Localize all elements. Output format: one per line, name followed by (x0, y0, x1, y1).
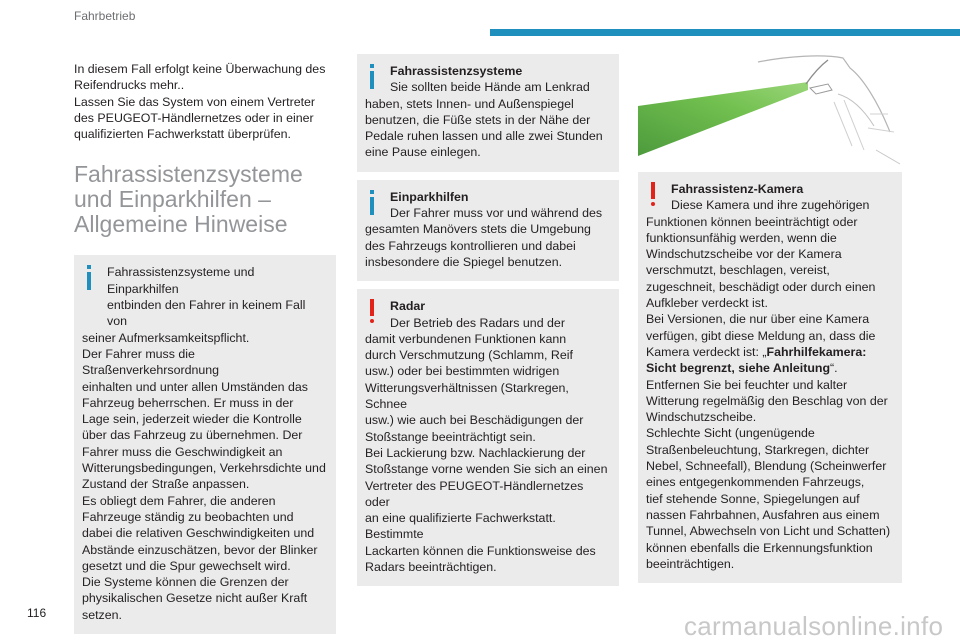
box-line: haben, stets Innen- und Außenspiegel (365, 96, 574, 111)
intro-line: In diesem Fall erfolgt keine Überwachung des (74, 62, 326, 76)
box-line: insbesondere die Spiegel benutzen. (365, 254, 563, 269)
intro-line: Reifendrucks mehr.. (74, 78, 185, 93)
header-accent-bar (490, 29, 960, 36)
message-bold-2: Sicht begrenzt, siehe Anleitung (646, 361, 831, 376)
info-line: physikalischen Gesetze nicht außer Kraft (82, 591, 308, 606)
warning-box-radar (357, 289, 619, 586)
info-line: über das Fahrzeug zu übernehmen. Der (82, 428, 303, 443)
box-line: eines entgegenkommenden Fahrzeugs, (646, 475, 865, 490)
box-line: Witterungsverhältnissen (Starkregen, Schnee (365, 380, 569, 412)
info-line: dabei die relativen Geschwindigkeiten und (82, 526, 315, 541)
box-line: Tunnel, Abwechseln von Licht und Schatten) (646, 524, 891, 539)
info-line: Fahrzeug beherrschen. Er muss in der (82, 395, 294, 410)
info-line: Abstände einzuschätzen, bevor der Blinker (82, 542, 318, 557)
box-line: Bei Versionen, die nur über eine Kamera (646, 312, 870, 327)
warning-icon (648, 182, 658, 208)
message-prefix: Kamera verdeckt ist: „ (646, 344, 767, 359)
box-line: benutzen, die Füße stets in der Nähe der (365, 112, 591, 127)
info-line: Der Fahrer muss die Straßenverkehrsordnung (82, 346, 220, 378)
box-line: usw.) wie auch bei Beschädigungen der (365, 413, 584, 428)
box-line: Funktionen können beeinträchtigt oder (646, 214, 858, 229)
box-line: zugeschneit, beschädigt oder durch einen (646, 279, 876, 294)
info-box-parking (357, 180, 619, 281)
box-line: eine Pause einlegen. (365, 145, 481, 160)
info-box-assist (357, 54, 619, 172)
box-line: beeinträchtigen. (646, 556, 735, 571)
column-3 (638, 54, 902, 591)
column-2 (357, 54, 619, 594)
box-line: Radars beeinträchtigen. (365, 560, 497, 575)
box-line: Bei Lackierung bzw. Nachlackierung der (365, 445, 586, 460)
section-title-line: Fahrassistenzsysteme (74, 161, 303, 188)
info-line: setzen. (82, 607, 122, 622)
info-line: Fahrer muss die Geschwindigkeit an (82, 444, 283, 459)
info-icon (367, 190, 377, 216)
message-line (646, 344, 894, 360)
box-line: Lackarten können die Funktionsweise des (365, 543, 596, 558)
box-line: Schlechte Sicht (ungenügende (646, 426, 815, 441)
box-line: an eine qualifizierte Fachwerkstatt. Bestimmte (365, 511, 556, 542)
info-line: Es obliegt dem Fahrer, die anderen (82, 493, 276, 508)
box-line: Windschutzscheibe vor der Kamera (646, 247, 842, 262)
info-line: Zustand der Straße anpassen. (82, 477, 250, 492)
box-line: Vertreter des PEUGEOT-Händlernetzes oder (365, 478, 584, 509)
box-line: Straßenbeleuchtung, Starkregen, dichter (646, 442, 870, 457)
info-icon (367, 64, 377, 90)
warning-box-camera (638, 172, 902, 583)
message-suffix: “. (830, 361, 838, 376)
box-line: usw.) oder bei bestimmten widrigen (365, 364, 560, 379)
box-line: damit verbundenen Funktionen kann (365, 331, 567, 346)
box-line: Stoßstange vorne wenden Sie sich an einen (365, 462, 608, 477)
box-line: Sie sollten beide Hände am Lenkrad (390, 80, 590, 95)
info-line: Die Systeme können die Grenzen der (82, 575, 289, 590)
box-line: verschmutzt, beschlagen, vereist, (646, 263, 830, 278)
info-line: Lage sein, jederzeit wieder die Kontrolle (82, 412, 302, 427)
intro-line: des PEUGEOT-Händlernetzes oder in einer (74, 110, 314, 125)
section-title (74, 162, 336, 237)
intro-paragraph (74, 61, 336, 142)
info-line: Fahrzeuge ständig zu beobachten und (82, 509, 294, 524)
box-line: durch Verschmutzung (Schlamm, Reif (365, 348, 573, 363)
info-box-general (74, 255, 336, 634)
box-line: funktionsunfähig werden, wenn die (646, 230, 837, 245)
info-line: seiner Aufmerksamkeitspflicht. (82, 330, 250, 345)
box-line: des Fahrzeugs kontrollieren und dabei (365, 238, 576, 253)
box-line: tief stehende Sonne, Spiegelungen auf (646, 491, 860, 506)
message-bold-1: Fahrhilfekamera: (766, 344, 867, 359)
box-title: Fahrassistenz-Kamera (671, 182, 804, 196)
box-line: nassen Fahrbahnen, Ausfahren aus einem (646, 507, 880, 522)
box-line: Der Fahrer muss vor und während des (390, 206, 603, 221)
box-line: verfügen, gibt diese Meldung an, dass die (646, 328, 876, 343)
camera-housing (810, 84, 832, 94)
box-line: Entfernen Sie bei feuchter und kalter (646, 377, 848, 392)
box-line: Stoßstange beeinträchtigt sein. (365, 429, 536, 444)
box-title: Fahrassistenzsysteme (390, 64, 523, 78)
intro-line: qualifizierten Fachwerkstatt überprüfen. (74, 127, 291, 142)
box-line: Aufkleber verdeckt ist. (646, 296, 768, 311)
info-line: Fahrassistenzsysteme und Einparkhilfen (107, 265, 255, 296)
column-1 (74, 61, 336, 642)
watermark: carmanualsonline.info (684, 611, 944, 641)
intro-line: Lassen Sie das System von einem Vertreter (74, 94, 316, 109)
box-line: Nebel, Schneefall), Blendung (Scheinwerfer (646, 459, 887, 474)
box-line: Windschutzscheibe. (646, 410, 757, 425)
info-line: Witterungsbedingungen, Verkehrsdichte und (82, 461, 326, 476)
box-line: können ebenfalls die Erkennungsfunktion (646, 540, 873, 555)
camera-detection-beam (638, 82, 808, 156)
warning-icon (367, 299, 377, 325)
box-line: Der Betrieb des Radars und der (390, 315, 565, 330)
header-title: Fahrbetrieb (74, 9, 136, 23)
info-icon (84, 265, 94, 291)
box-line: gesamten Manövers stets die Umgebung (365, 222, 591, 237)
box-title: Einparkhilfen (390, 189, 469, 204)
message-line (646, 360, 894, 376)
camera-field-illustration (638, 54, 902, 166)
section-title-line: Allgemeine Hinweise (74, 211, 288, 238)
page-number: 116 (27, 606, 47, 620)
info-line: gesetzt und die Spur gewechselt wird. (82, 558, 291, 573)
box-line: Diese Kamera und ihre zugehörigen (671, 198, 870, 213)
section-title-line: und Einparkhilfen – (74, 186, 271, 213)
box-line: Witterung regelmäßig den Beschlag von der (646, 393, 888, 408)
info-line: einhalten und unter allen Umständen das (82, 379, 308, 394)
box-line: Pedale ruhen lassen und alle zwei Stunden (365, 129, 603, 144)
info-line: entbinden den Fahrer in keinem Fall von (107, 298, 306, 329)
box-title: Radar (390, 299, 426, 314)
